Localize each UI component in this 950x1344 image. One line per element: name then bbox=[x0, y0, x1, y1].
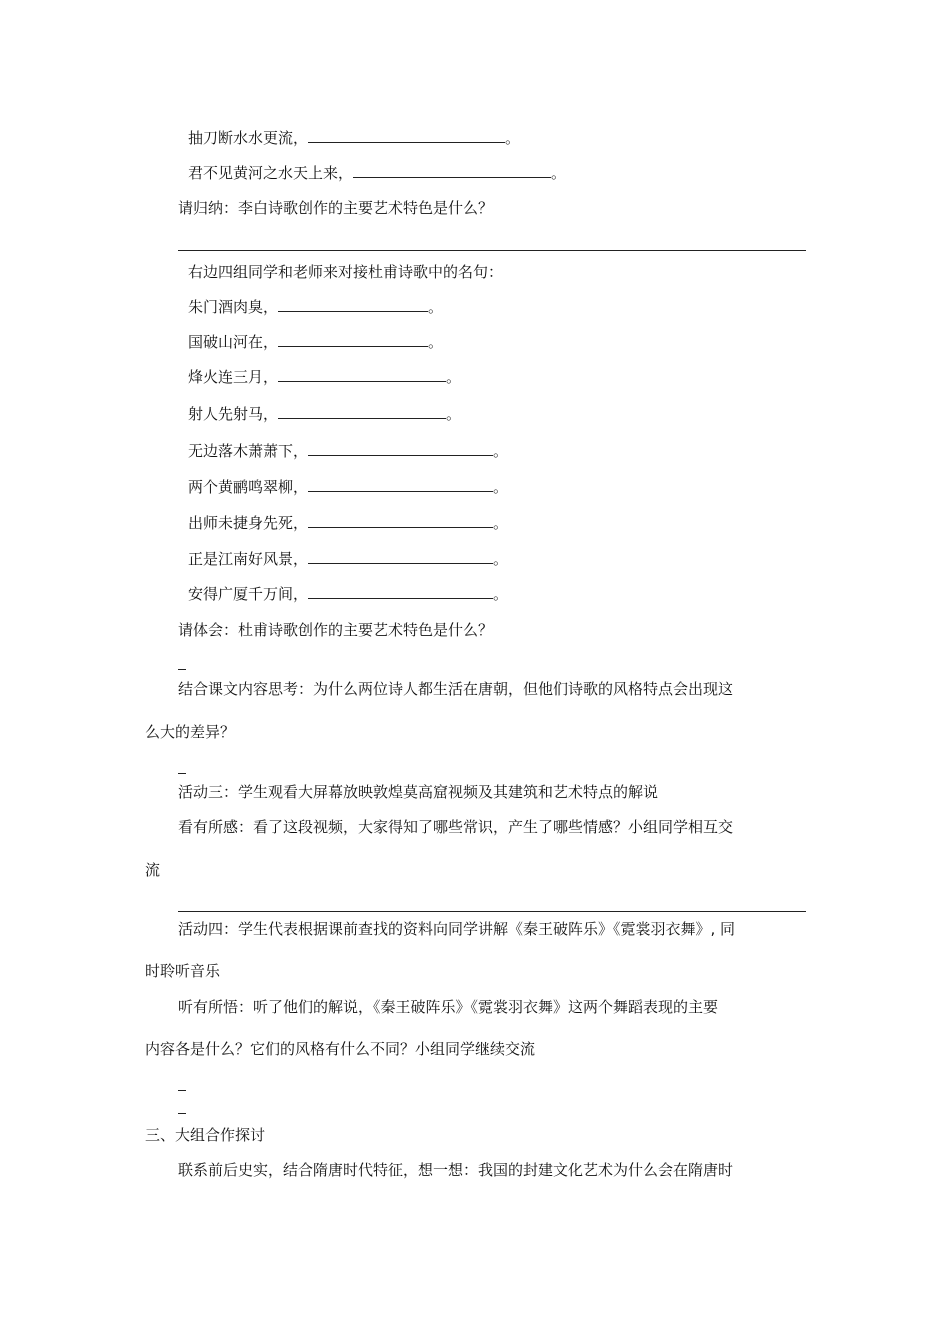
answer-line[interactable] bbox=[178, 773, 186, 774]
activity3-question-line2: 流 bbox=[145, 861, 161, 879]
poem-line: 正是江南好风景， 。 bbox=[188, 550, 509, 568]
answer-line[interactable] bbox=[178, 1090, 186, 1091]
answer-blank[interactable] bbox=[308, 548, 493, 564]
poem-line: 两个黄鹂鸣翠柳， 。 bbox=[188, 478, 509, 496]
activity4-title-line1: 活动四：学生代表根据课前查找的资料向同学讲解《秦王破阵乐》《霓裳羽衣舞》, 同 bbox=[178, 920, 736, 938]
du-fu-question: 请体会：杜甫诗歌创作的主要艺术特色是什么？ bbox=[178, 621, 494, 639]
answer-blank[interactable] bbox=[308, 440, 493, 456]
answer-blank[interactable] bbox=[308, 127, 505, 143]
poem-line: 国破山河在， 。 bbox=[188, 333, 444, 351]
poem-line: 安得广厦千万间， 。 bbox=[188, 585, 509, 603]
answer-blank[interactable] bbox=[308, 583, 493, 599]
activity3-question-line1: 看有所感：看了这段视频，大家得知了哪些常识，产生了哪些情感？小组同学相互交 bbox=[178, 818, 734, 836]
poem-line: 射人先射马， 。 bbox=[188, 405, 462, 423]
activity4-title-line2: 时聆听音乐 bbox=[145, 962, 221, 980]
section3-question-line1: 联系前后史实，结合隋唐时代特征，想一想：我国的封建文化艺术为什么会在隋唐时 bbox=[178, 1161, 734, 1179]
poem-line: 无边落木萧萧下， 。 bbox=[188, 442, 509, 460]
poem-line: 抽刀断水水更流， 。 bbox=[188, 129, 521, 147]
section3-heading: 三、大组合作探讨 bbox=[145, 1126, 266, 1144]
answer-line[interactable] bbox=[178, 250, 806, 251]
answer-blank[interactable] bbox=[308, 476, 493, 492]
answer-blank[interactable] bbox=[278, 403, 446, 419]
poem-line: 朱门酒肉臭， 。 bbox=[188, 298, 444, 316]
poem-line: 君不见黄河之水天上来， 。 bbox=[188, 164, 567, 182]
compare-question-line2: 么大的差异？ bbox=[145, 723, 236, 741]
answer-line[interactable] bbox=[178, 911, 806, 912]
poem-prefix: 君不见黄河之水天上来， bbox=[188, 164, 354, 182]
poem-prefix: 抽刀断水水更流， bbox=[188, 129, 309, 147]
compare-question-line1: 结合课文内容思考：为什么两位诗人都生活在唐朝，但他们诗歌的风格特点会出现这 bbox=[178, 680, 734, 698]
answer-line[interactable] bbox=[178, 1113, 186, 1114]
poem-line: 烽火连三月， 。 bbox=[188, 368, 462, 386]
answer-blank[interactable] bbox=[308, 512, 493, 528]
answer-blank[interactable] bbox=[278, 366, 446, 382]
answer-blank[interactable] bbox=[278, 296, 428, 312]
activity4-question-line2: 内容各是什么？它们的风格有什么不同？小组同学继续交流 bbox=[145, 1040, 536, 1058]
poem-line: 出师未捷身先死， 。 bbox=[188, 514, 509, 532]
answer-blank[interactable] bbox=[278, 331, 428, 347]
activity3-title: 活动三：学生观看大屏幕放映敦煌莫高窟视频及其建筑和艺术特点的解说 bbox=[178, 783, 659, 801]
answer-line[interactable] bbox=[178, 669, 186, 670]
activity4-question-line1: 听有所悟：听了他们的解说，《秦王破阵乐》《霓裳羽衣舞》这两个舞蹈表现的主要 bbox=[178, 998, 719, 1016]
li-bai-question: 请归纳：李白诗歌创作的主要艺术特色是什么？ bbox=[178, 199, 494, 217]
du-fu-intro: 右边四组同学和老师来对接杜甫诗歌中的名句： bbox=[188, 263, 504, 281]
answer-blank[interactable] bbox=[353, 162, 551, 178]
